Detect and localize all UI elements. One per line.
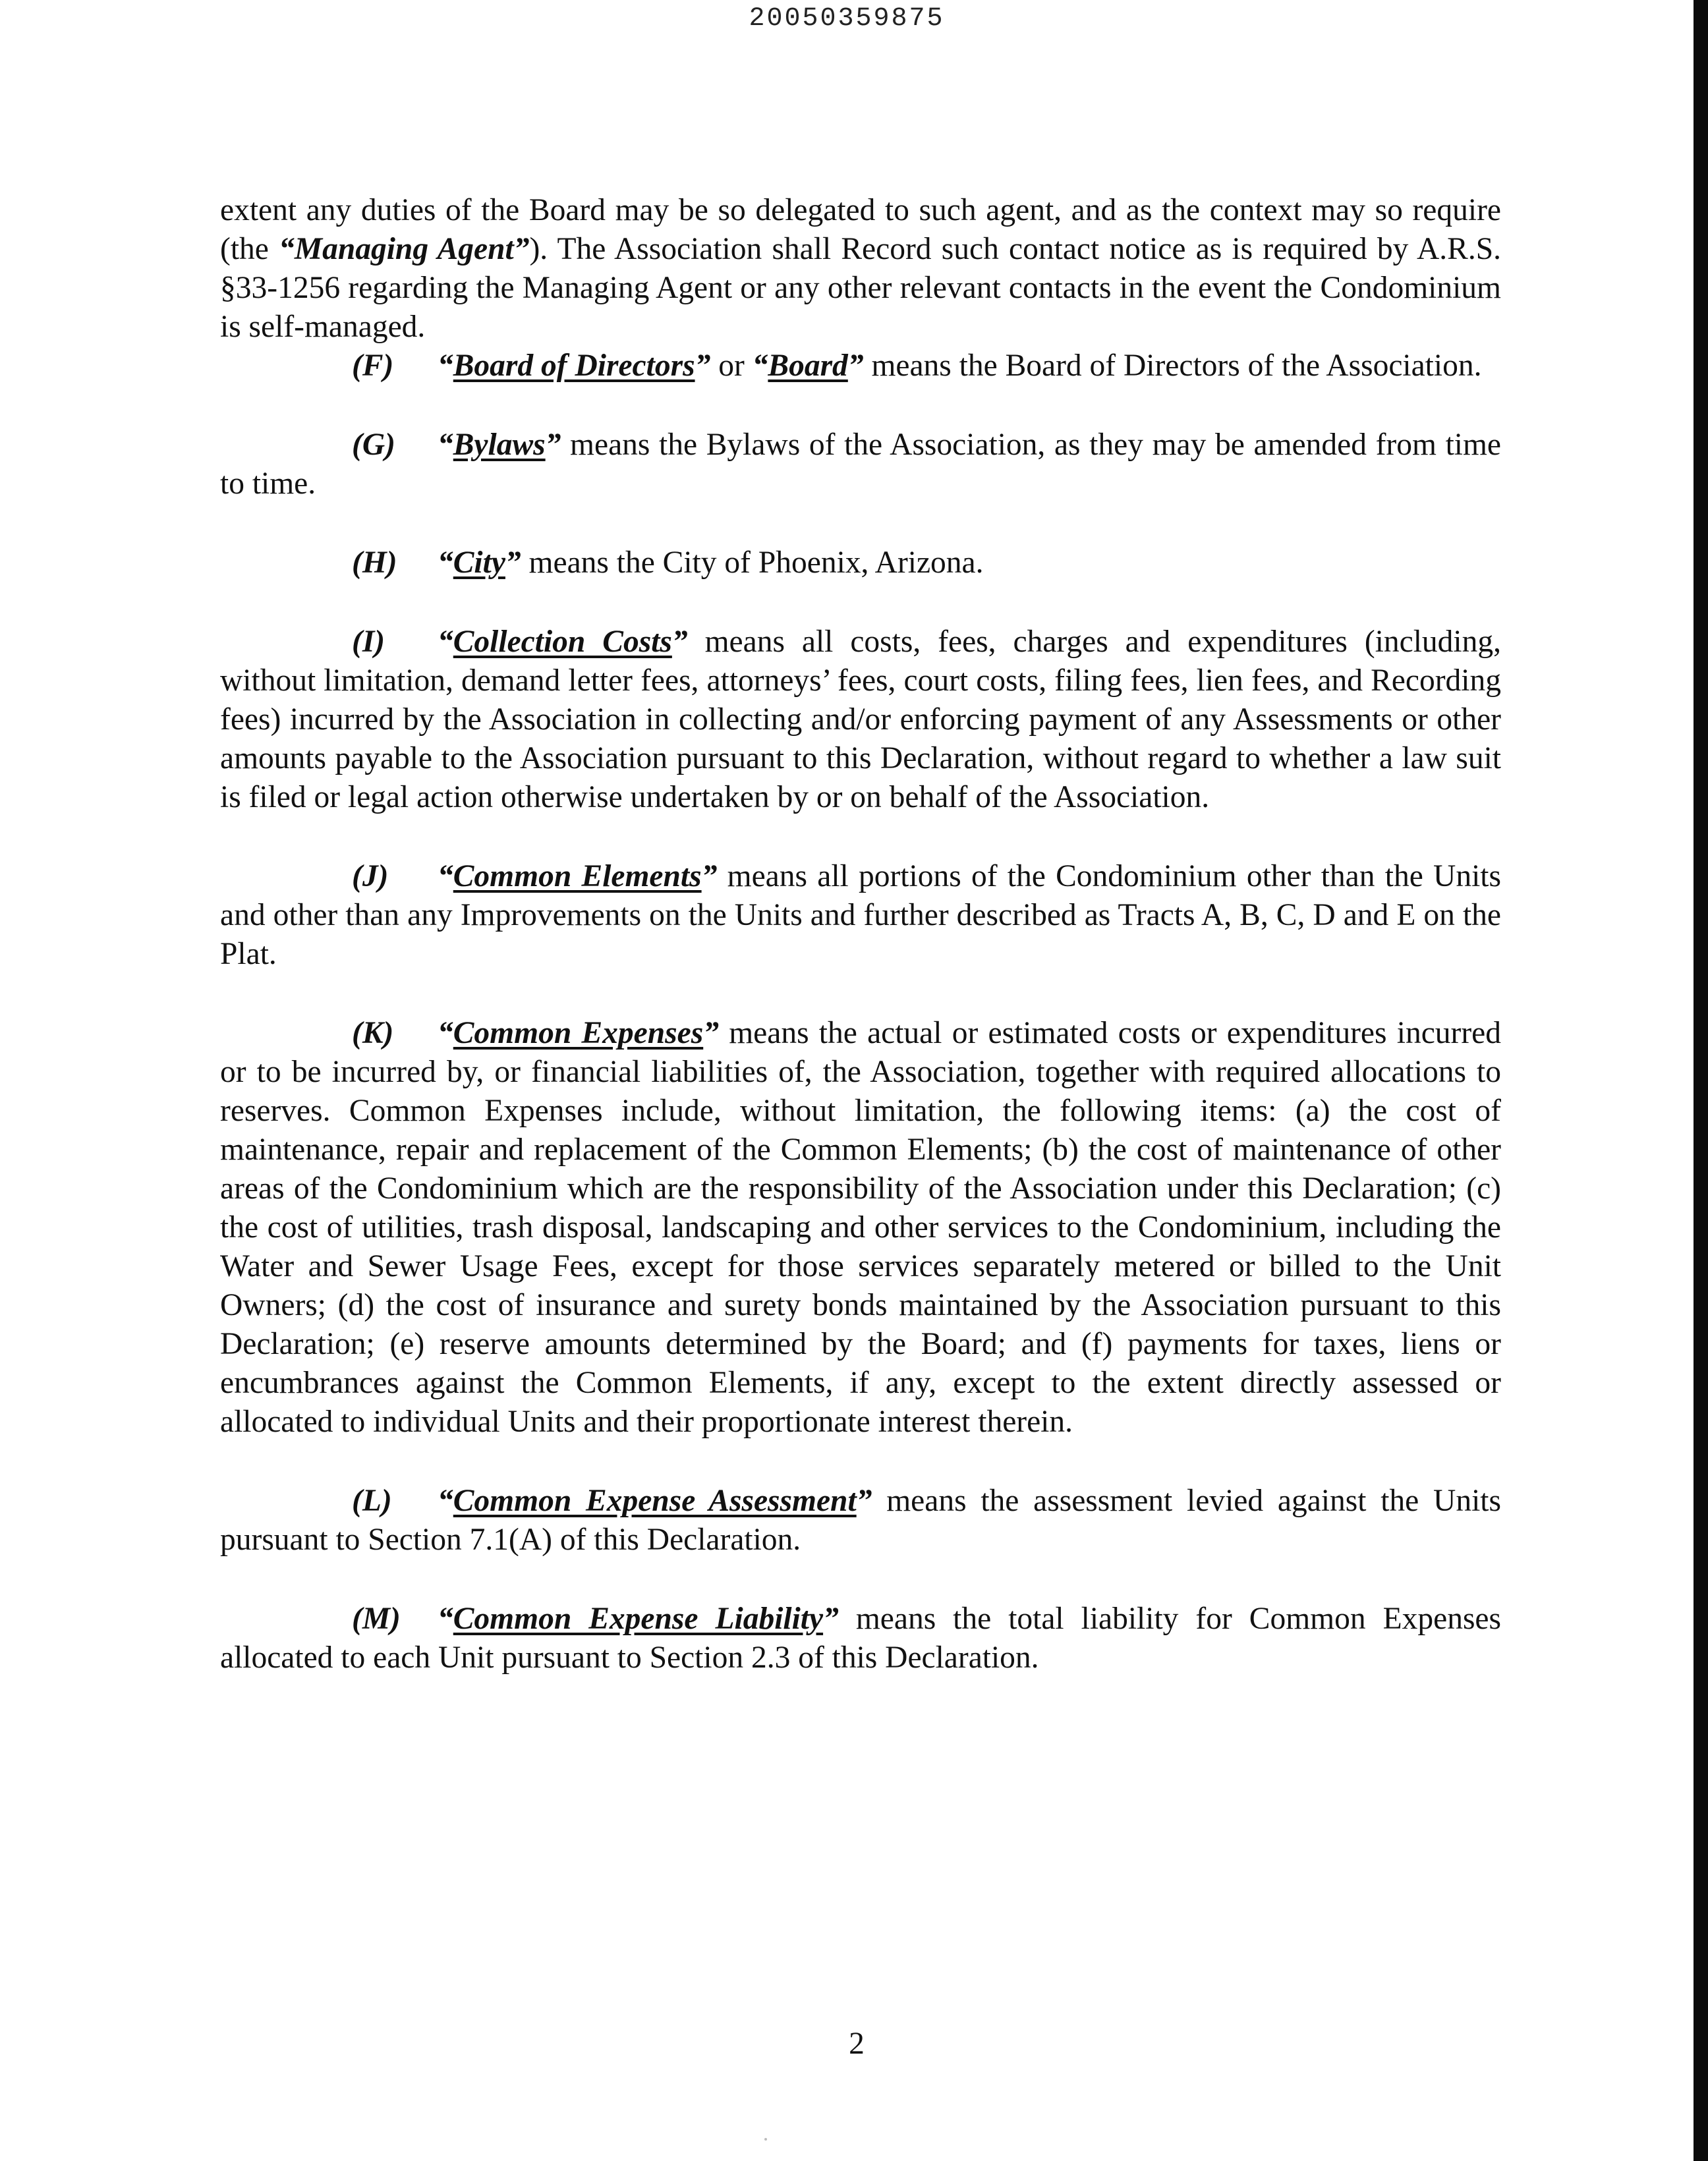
definition-letter: (H) [352, 546, 397, 580]
definition-text: means the total liability for Common Expenses allocated to each Unit pursuant to Section 2.3 of this Declaration. [220, 1602, 1501, 1675]
definition-text: means all costs, fees, charges and expenditures (including, without limitation, demand letter fees, attorneys’ fees, court costs, filing fees, lien fees, and Recording fees) incurred by the Association in collecting and/or enforcing payment of any Assessments or other amounts payable to the Association pursuant to this Declaration, without regard to whether a law suit is filed or legal action otherwise undertaken by or on behalf of the Association. [220, 625, 1501, 814]
definitions-list [220, 347, 1501, 1677]
definition-letter: (K) [352, 1016, 394, 1050]
defined-term-quote: “ [438, 859, 453, 893]
defined-term-quote: ” [701, 859, 718, 893]
defined-term-quote: “ [438, 1602, 453, 1636]
definition-paragraph [220, 1014, 1501, 1442]
defined-term-quote: “ [438, 1016, 453, 1050]
definition-text: means the City of Phoenix, Arizona. [521, 546, 984, 580]
term-managing-agent: “Managing Agent” [279, 232, 530, 266]
definition-text: means the assessment levied against the Units pursuant to Section 7.1(A) of this Declaration. [220, 1484, 1501, 1557]
defined-term-quote: ” [545, 428, 561, 462]
defined-term: City [453, 546, 505, 580]
defined-term-quote: “ [438, 625, 453, 659]
definition-paragraph [220, 1482, 1501, 1559]
definition-text: means the Board of Directors of the Association. [863, 349, 1482, 383]
intro-paragraph [220, 191, 1501, 347]
definition-letter: (I) [352, 625, 385, 659]
defined-term: Collection Costs [453, 625, 672, 659]
defined-term: Bylaws [453, 428, 546, 462]
defined-term-quote: “ [438, 1484, 453, 1518]
defined-term: Common Elements [453, 859, 702, 893]
defined-term: Common Expense Assessment [453, 1484, 857, 1518]
defined-term: Common Expense Liability [453, 1602, 824, 1636]
page-number: 2 [849, 2027, 865, 2061]
definition-paragraph [220, 426, 1501, 503]
definition-letter: (M) [352, 1602, 401, 1636]
definition-paragraph [220, 1600, 1501, 1677]
scan-edge [1694, 0, 1708, 2161]
defined-term: Board of Directors [453, 349, 695, 383]
definition-letter: (J) [352, 859, 389, 893]
defined-term-quote: “ [752, 349, 768, 383]
definition-text: means the actual or estimated costs or expenditures incurred or to be incurred by, or financial liabilities of, the Association, together with required allocations to reserves. Common Expenses include, without limitation, the following items: (a) the cost of maintenance, repair and replacement of the Common Elements; (b) the cost of maintenance of other areas of the Condominium which are the responsibility of the Association under this Declaration; (c) the cost of utilities, trash disposal, landscaping and other services to the Condominium, including the Water and Sewer Usage Fees, except for those services separately metered or billed to the Unit Owners; (d) the cost of insurance and surety bonds maintained by the Association pursuant to this Declaration; (e) reserve amounts determined by the Board; and (f) payments for taxes, liens or encumbrances against the Common Elements, if any, except to the extent directly assessed or allocated to individual Units and their proportionate interest therein. [220, 1016, 1501, 1439]
defined-term-quote: ” [847, 349, 864, 383]
defined-term: Common Expenses [453, 1016, 704, 1050]
defined-term-quote: ” [703, 1016, 719, 1050]
definition-paragraph [220, 347, 1501, 385]
definition-letter: (F) [352, 349, 394, 383]
definition-letter: (L) [352, 1484, 392, 1518]
defined-term-quote: ” [695, 349, 711, 383]
defined-term-quote: ” [505, 546, 521, 580]
intro-text-before: extent any duties of the Board may be so delegated to such agent, and as the context may so require (the [220, 193, 1501, 266]
intro-text-after: ). The Association shall Record such contact notice as is required by A.R.S. §33-1256 regarding the Managing Agent or any other relevant contacts in the event the Condominium is self-managed. [220, 232, 1501, 344]
definition-paragraph [220, 857, 1501, 974]
definition-text: means the Bylaws of the Association, as they may be amended from time to time. [220, 428, 1501, 501]
defined-term-quote: ” [856, 1484, 872, 1518]
definition-text: or [710, 349, 753, 383]
document-body [220, 191, 1501, 1677]
definition-paragraph [220, 623, 1501, 817]
defined-term: Board [768, 349, 848, 383]
defined-term-quote: ” [823, 1602, 839, 1636]
scan-speck [764, 2138, 767, 2141]
definition-text: means all portions of the Condominium other than the Units and other than any Improvements on the Units and further described as Tracts A, B, C, D and E on the Plat. [220, 859, 1501, 971]
definition-paragraph [220, 544, 1501, 582]
defined-term-quote: “ [438, 428, 453, 462]
defined-term-quote: ” [671, 625, 688, 659]
document-number: 20050359875 [749, 4, 945, 34]
defined-term-quote: “ [438, 349, 453, 383]
definition-letter: (G) [352, 428, 395, 462]
defined-term-quote: “ [438, 546, 453, 580]
